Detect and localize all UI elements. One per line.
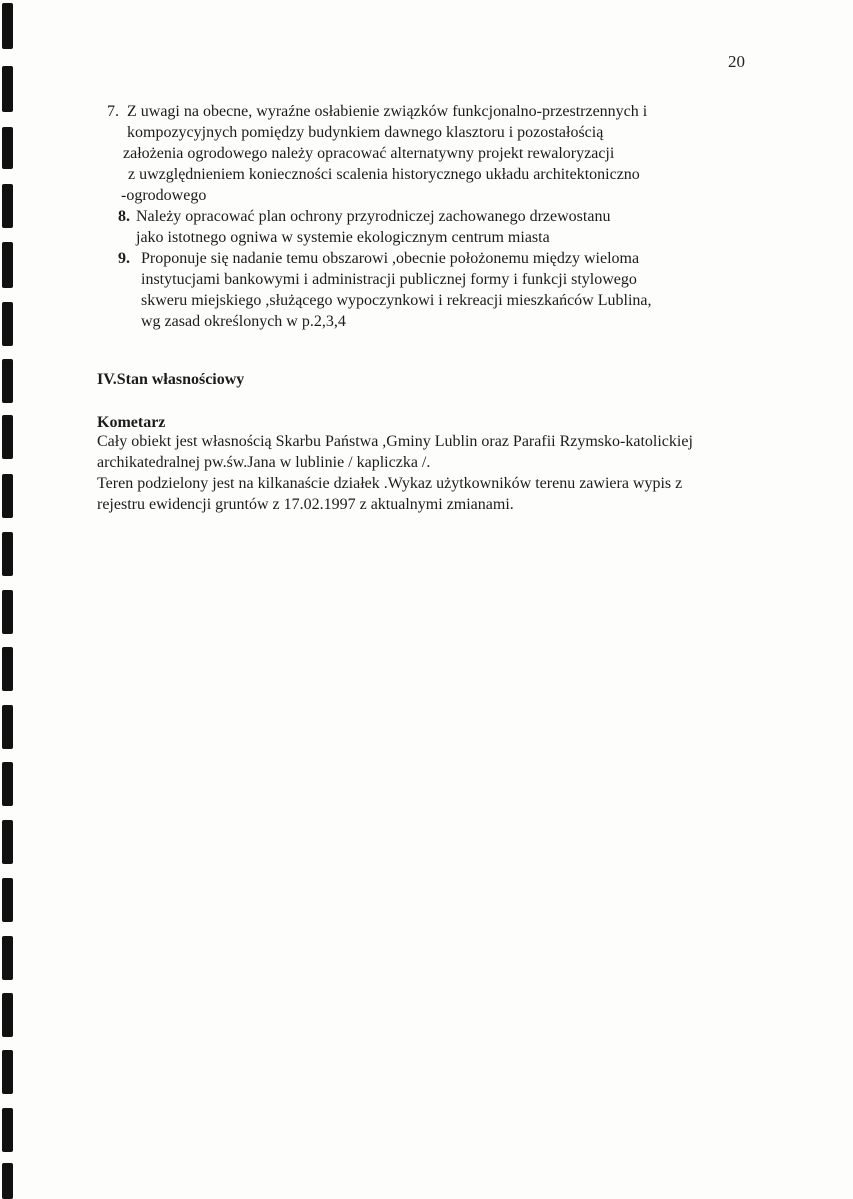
list-item-number: 7.: [107, 103, 119, 120]
binding-hole: [2, 647, 13, 691]
list-item-line: -ogrodowego: [121, 187, 207, 204]
binding-hole: [2, 302, 13, 346]
binding-hole: [2, 762, 13, 806]
list-item-line: z uwzględnieniem konieczności scalenia historycznego układu architektoniczno: [128, 166, 640, 183]
binding-hole: [2, 1108, 13, 1152]
binding-hole: [2, 1050, 13, 1094]
page-number: 20: [728, 52, 745, 71]
list-item-line: jako istotnego ogniwa w systemie ekologicznym centrum miasta: [136, 229, 550, 246]
list-item-line: Z uwagi na obecne, wyraźne osłabienie związków funkcjonalno-przestrzennych i: [127, 103, 648, 120]
binding-hole: [2, 532, 13, 576]
binding-hole: [2, 993, 13, 1037]
list-item-line: skweru miejskiego ,służącego wypoczynkowi i rekreacji mieszkańców Lublina,: [141, 292, 652, 309]
binding-hole: [2, 705, 13, 749]
binding-hole: [2, 359, 13, 403]
comment-heading: Kometarz: [97, 414, 166, 431]
list-item-line: Należy opracować plan ochrony przyrodniczej zachowanego drzewostanu: [136, 208, 611, 225]
binding-hole: [2, 878, 13, 922]
list-item-number: 9.: [118, 250, 130, 267]
list-item-number: 8.: [118, 208, 130, 225]
binding-hole: [2, 3, 13, 49]
binding-hole: [2, 66, 13, 112]
list-item-line: instytucjami bankowymi i administracji publicznej formy i funkcji stylowego: [141, 271, 637, 288]
binding-hole: [2, 127, 13, 169]
binding-hole: [2, 1163, 13, 1199]
list-item-line: Proponuje się nadanie temu obszarowi ,obecnie położonemu między wieloma: [141, 250, 640, 267]
comment-line: Cały obiekt jest własnością Skarbu Państwa ,Gminy Lublin oraz Parafii Rzymsko-katolickiej: [97, 433, 693, 450]
comment-line: Teren podzielony jest na kilkanaście działek .Wykaz użytkowników terenu zawiera wypis z: [97, 475, 683, 492]
comment-line: rejestru ewidencji gruntów z 17.02.1997 z aktualnymi zmianami.: [97, 496, 514, 513]
binding-hole: [2, 474, 13, 518]
section-heading: IV.Stan własnościowy: [97, 371, 245, 388]
list-item-line: wg zasad określonych w p.2,3,4: [141, 313, 346, 330]
binding-hole: [2, 184, 13, 228]
comment-line: archikatedralnej pw.św.Jana w lublinie / kapliczka /.: [97, 454, 431, 471]
binding-hole: [2, 820, 13, 864]
binding-hole: [2, 590, 13, 634]
list-item-line: założenia ogrodowego należy opracować alternatywny projekt rewaloryzacji: [123, 145, 615, 162]
binding-hole: [2, 242, 13, 288]
binding-hole: [2, 936, 13, 980]
binding-holes: [0, 0, 18, 1199]
binding-hole: [2, 415, 13, 459]
list-item-line: kompozycyjnych pomiędzy budynkiem dawnego klasztoru i pozostałością: [127, 124, 604, 141]
